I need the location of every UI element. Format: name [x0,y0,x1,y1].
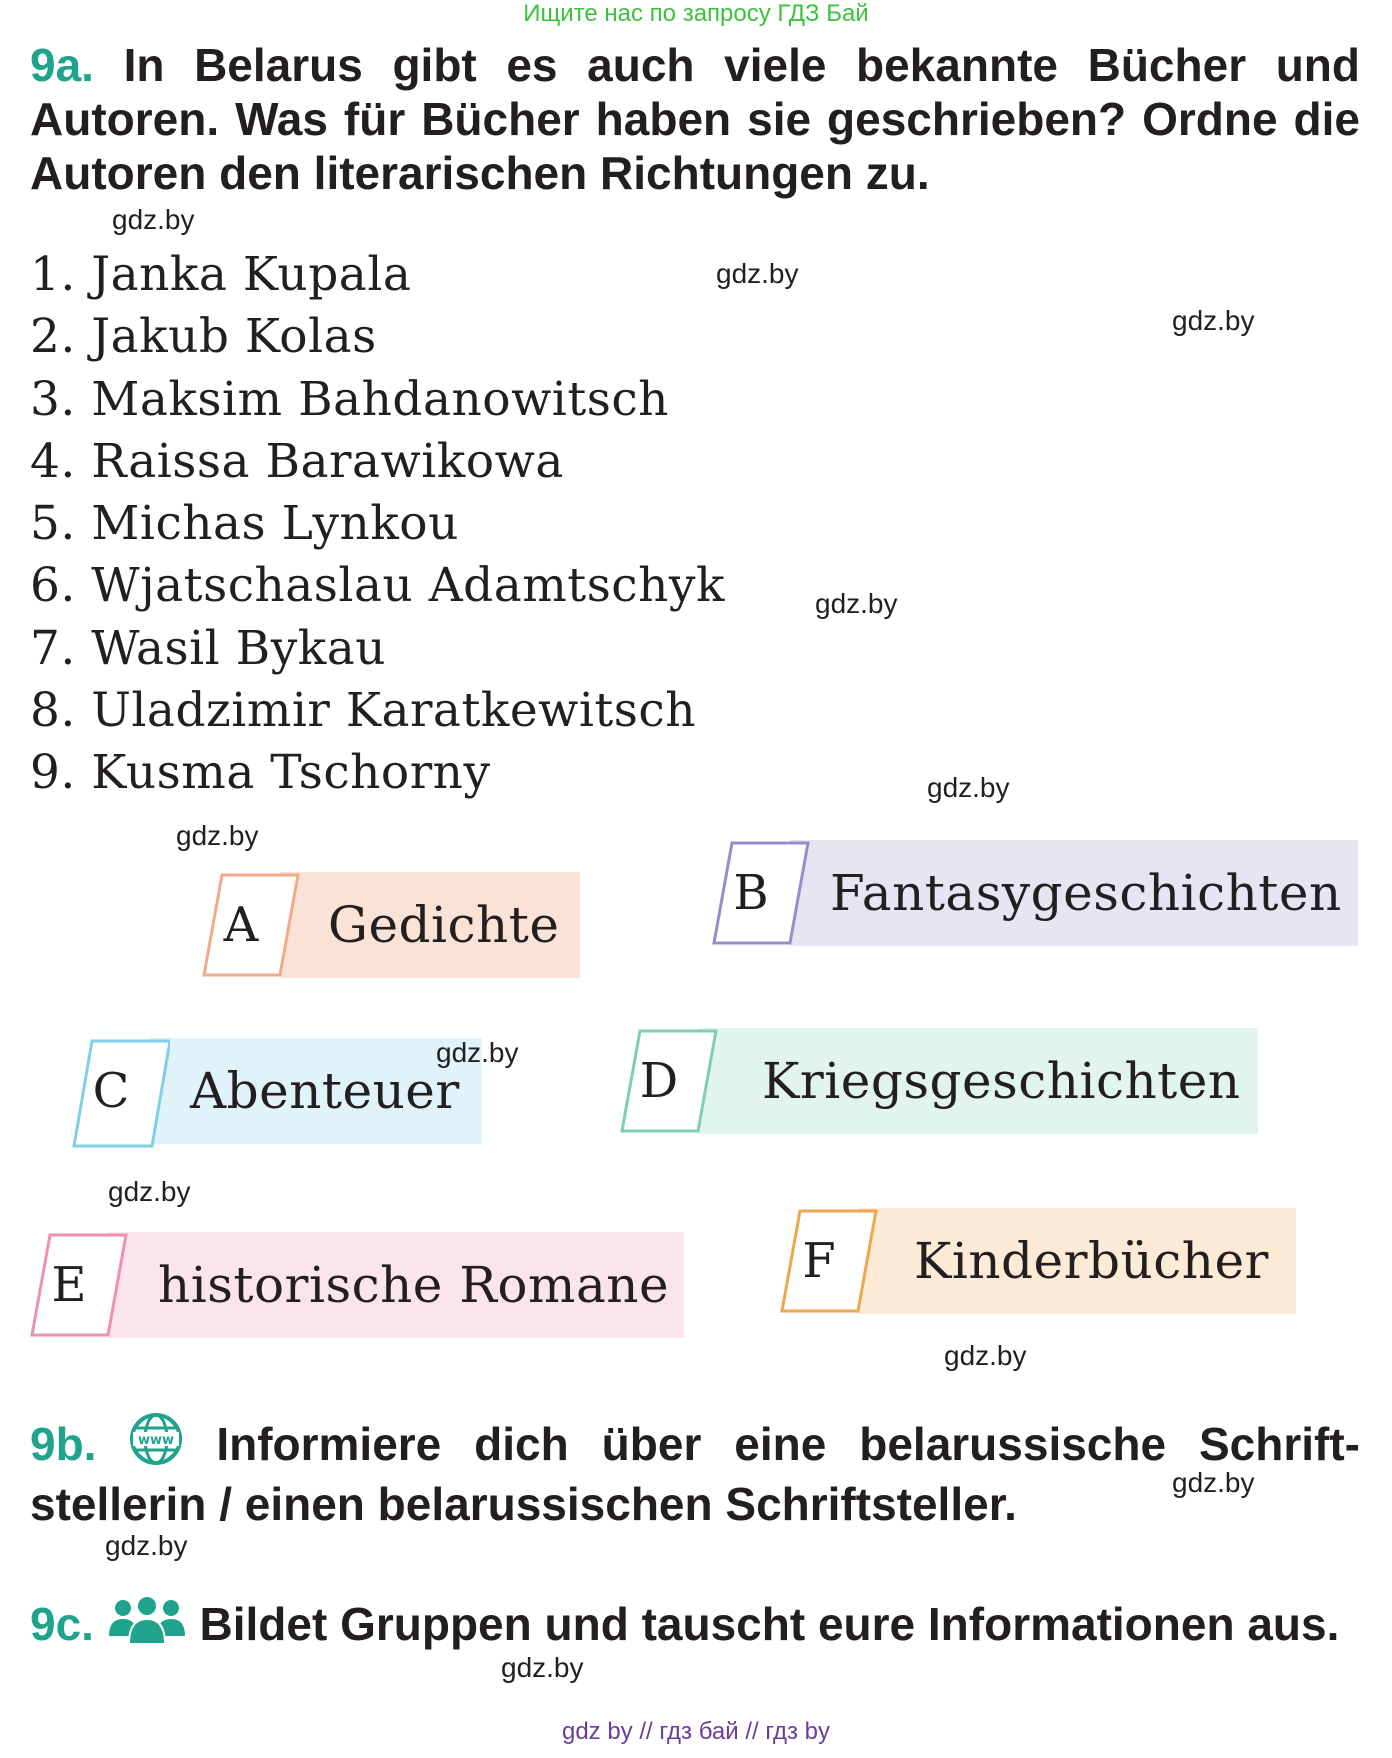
task-9b-text: Informiere dich über eine belarussische Schrift-stellerin / einen belarussischen Schriftsteller. [30,1418,1360,1530]
category-c-letter: C [92,1063,130,1119]
category-f-label: Kinderbücher [914,1232,1269,1290]
task-9c [30,1592,1360,1657]
svg-text:www: www [138,1433,175,1448]
category-b-label: Fantasygeschichten [830,864,1342,922]
author-item: 3. Maksim Bahdanowitsch [30,371,669,427]
category-d-letter-box [618,1028,700,1134]
task-9a-text: In Belarus gibt es auch viele bekannte Bücher und Autoren. Was für Bücher haben sie geschrieben? Ordne die Autoren den literarischen Richtungen zu. [30,39,1361,199]
author-item: 4. Raissa Barawikowa [30,433,564,489]
category-c [70,1038,482,1144]
author-item: 1. Janka Kupala [30,247,412,302]
category-c-label: Abenteuer [190,1062,460,1120]
watermark: gdz.by [436,1037,519,1068]
task-9a-number: 9a. [30,39,94,91]
author-item: 2. Jakub Kolas [30,309,377,365]
category-e-label: historische Romane [158,1256,670,1314]
watermark: gdz.by [112,204,195,235]
task-9a [30,38,1360,200]
category-b-letter: B [733,865,769,921]
category-f-letter-box [778,1208,860,1314]
author-item: 8. Uladzimir Karatkewitsch [30,683,696,739]
task-9c-number: 9c. [30,1598,94,1650]
author-item: 6. Wjatschaslau Adamtschyk [30,558,725,614]
task-9b [30,1412,1360,1531]
category-a-letter: A [223,897,259,953]
category-b [710,840,1358,946]
task-9c-text: Bildet Gruppen und tauscht eure Informationen aus. [199,1598,1340,1650]
watermark: gdz.by [1172,305,1255,336]
category-b-letter-box [710,840,792,946]
author-item: 9. Kusma Tschorny [30,745,491,801]
group-people-icon [107,1592,187,1657]
top-banner: Ищите нас по запросу ГДЗ Бай [523,0,869,27]
watermark: gdz.by [105,1530,188,1561]
category-d-letter: D [639,1053,679,1109]
footer: gdz by // гдз бай // гдз by [561,1718,831,1745]
category-f [778,1208,1296,1314]
watermark: gdz.by [815,588,898,619]
watermark: gdz.by [927,772,1010,803]
category-c-letter-box [70,1038,152,1144]
category-e [28,1232,684,1338]
category-e-letter: E [51,1257,87,1313]
watermark: gdz.by [1172,1467,1255,1498]
watermark: gdz.by [108,1176,191,1207]
author-list [30,244,725,805]
watermark: gdz.by [944,1340,1027,1371]
watermark: gdz.by [176,820,259,851]
author-item: 7. Wasil Bykau [30,620,387,676]
category-a-label: Gedichte [328,896,560,954]
watermark: gdz.by [716,258,799,289]
category-d-label: Kriegsgeschichten [762,1052,1241,1110]
author-item: 5. Michas Lynkou [30,496,459,552]
category-a [200,872,580,978]
category-d [618,1028,1258,1134]
category-f-letter: F [802,1233,836,1289]
category-e-letter-box [28,1232,110,1338]
task-9b-number: 9b. [30,1418,97,1470]
globe-www-icon [129,1412,183,1477]
watermark: gdz.by [501,1652,584,1683]
category-a-letter-box [200,872,282,978]
